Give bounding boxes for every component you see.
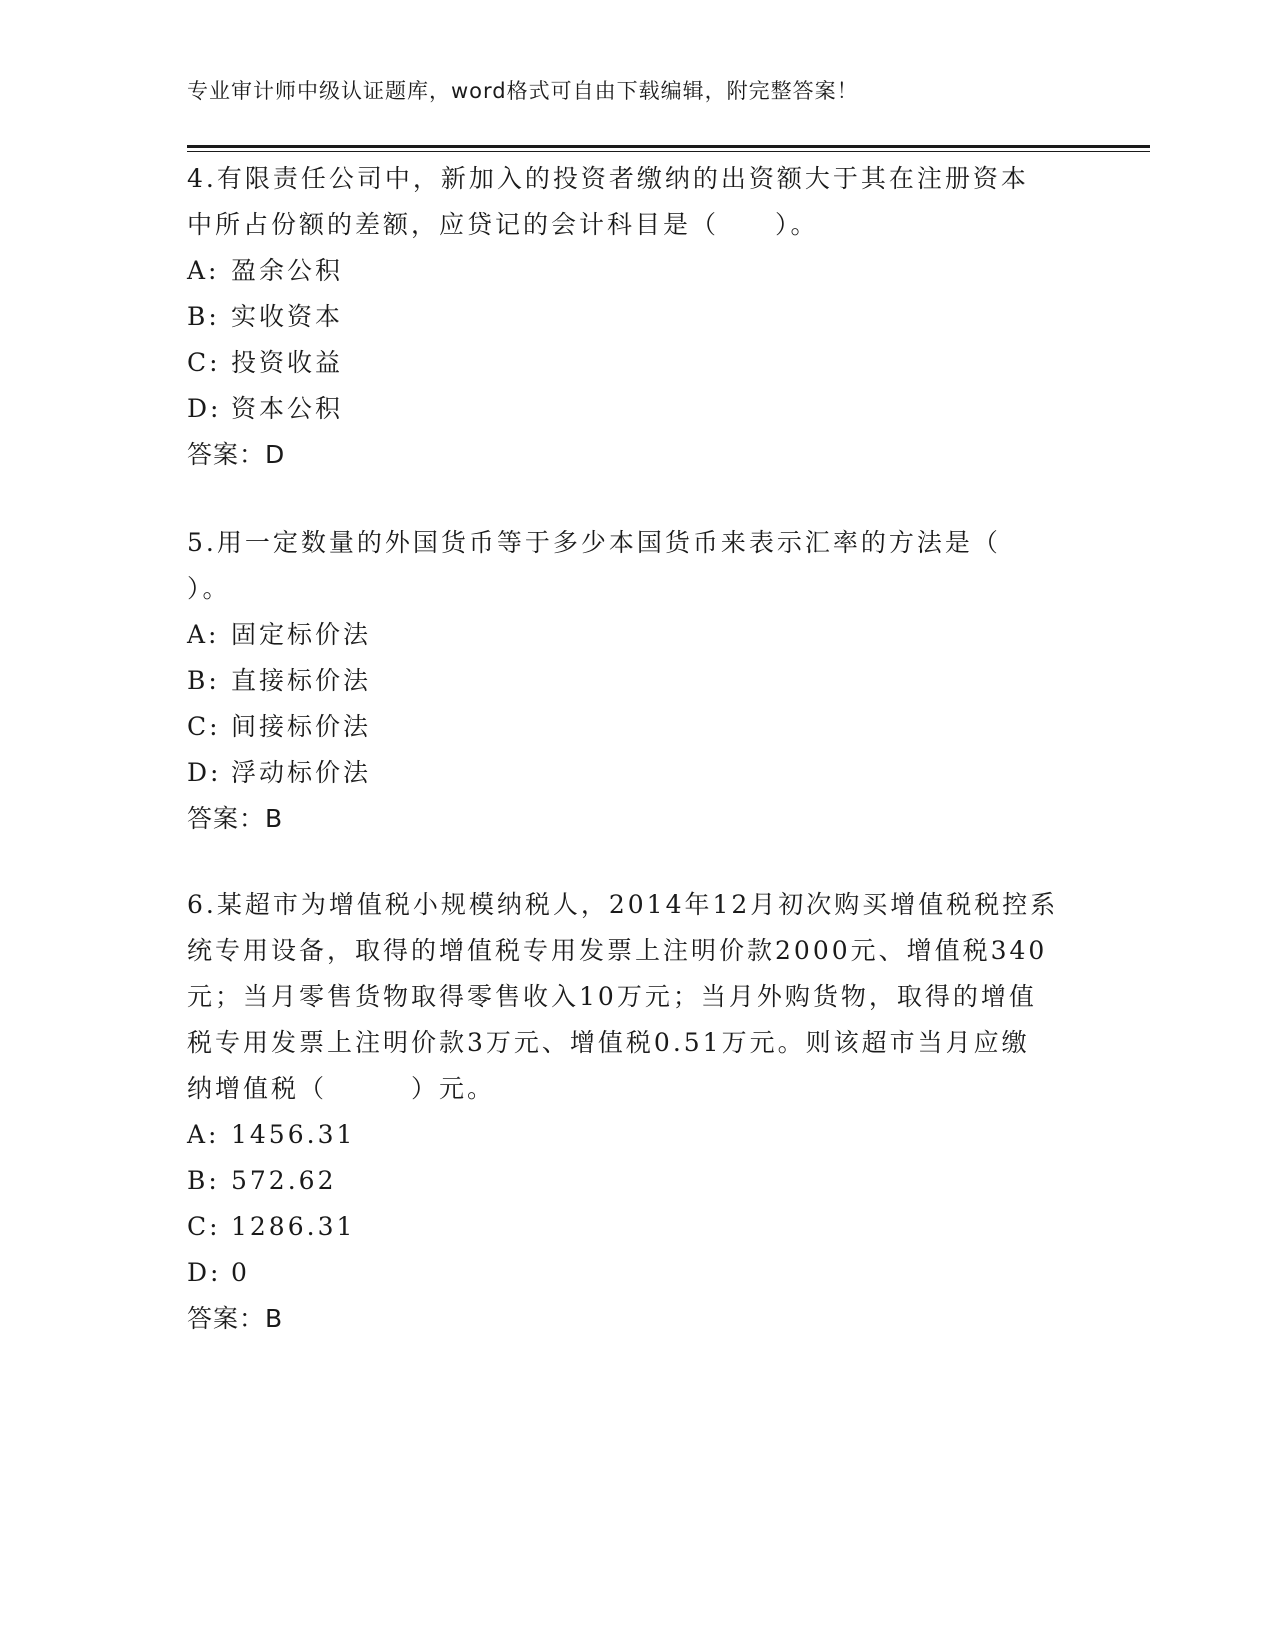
- option-c: [187, 340, 1087, 386]
- option-letter: A:: [187, 620, 220, 649]
- header-rule-thin: [187, 151, 1150, 152]
- option-text: 固定标价法: [231, 620, 372, 649]
- option-letter: A:: [187, 256, 220, 285]
- option-text: 实收资本: [231, 302, 344, 331]
- option-letter: D:: [187, 758, 222, 787]
- option-letter: C:: [187, 1212, 221, 1241]
- option-text: 直接标价法: [231, 666, 372, 695]
- option-a: [187, 248, 1087, 294]
- option-d: [187, 750, 1087, 796]
- option-b: [187, 294, 1087, 340]
- option-b: [187, 658, 1087, 704]
- page-header: 专业审计师中级认证题库，word格式可自由下载编辑，附完整答案！: [187, 79, 859, 103]
- question-stem-line: 中所占份额的差额，应贷记的会计科目是（ ）。: [187, 210, 819, 239]
- answer-line: 答案：B: [187, 804, 284, 833]
- option-text: 投资收益: [231, 348, 344, 377]
- answer-line: 答案：D: [187, 440, 286, 469]
- header-rule-thick: [187, 145, 1150, 148]
- option-c: [187, 704, 1087, 750]
- question-stem-line: 6.某超市为增值税小规模纳税人，2014年12月初次购买增值税税控系: [187, 890, 1059, 919]
- question-stem-line: 4.有限责任公司中，新加入的投资者缴纳的出资额大于其在注册资本: [187, 164, 1029, 193]
- option-text: 间接标价法: [231, 712, 372, 741]
- option-letter: B:: [187, 1166, 220, 1195]
- option-letter: A:: [187, 1120, 220, 1149]
- option-text: 资本公积: [231, 394, 344, 423]
- option-d: [187, 1250, 1087, 1296]
- question-stem-line: ）。: [187, 574, 231, 603]
- option-c: [187, 1204, 1087, 1250]
- option-letter: D:: [187, 394, 222, 423]
- option-d: [187, 386, 1087, 432]
- option-b: [187, 1158, 1087, 1204]
- question-stem-line: 5.用一定数量的外国货币等于多少本国货币来表示汇率的方法是（: [187, 528, 1001, 557]
- question-stem-line: 统专用设备，取得的增值税专用发票上注明价款2000元、增值税340: [187, 936, 1048, 965]
- option-text: 盈余公积: [231, 256, 344, 285]
- option-text: 浮动标价法: [231, 758, 372, 787]
- option-text: 1286.31: [231, 1212, 356, 1241]
- option-a: [187, 612, 1087, 658]
- question-stem-line: 纳增值税（ ）元。: [187, 1074, 496, 1103]
- option-text: 0: [231, 1258, 250, 1287]
- option-letter: C:: [187, 348, 221, 377]
- option-a: [187, 1112, 1087, 1158]
- question-4: [187, 156, 1087, 478]
- option-letter: C:: [187, 712, 221, 741]
- question-6: [187, 882, 1087, 1342]
- option-text: 572.62: [231, 1166, 337, 1195]
- option-letter: B:: [187, 666, 220, 695]
- option-letter: D:: [187, 1258, 222, 1287]
- option-text: 1456.31: [231, 1120, 356, 1149]
- option-letter: B:: [187, 302, 220, 331]
- question-5: [187, 520, 1087, 842]
- answer-line: 答案：B: [187, 1304, 284, 1333]
- question-stem-line: 元；当月零售货物取得零售收入10万元；当月外购货物，取得的增值: [187, 982, 1037, 1011]
- question-stem-line: 税专用发票上注明价款3万元、增值税0.51万元。则该超市当月应缴: [187, 1028, 1030, 1057]
